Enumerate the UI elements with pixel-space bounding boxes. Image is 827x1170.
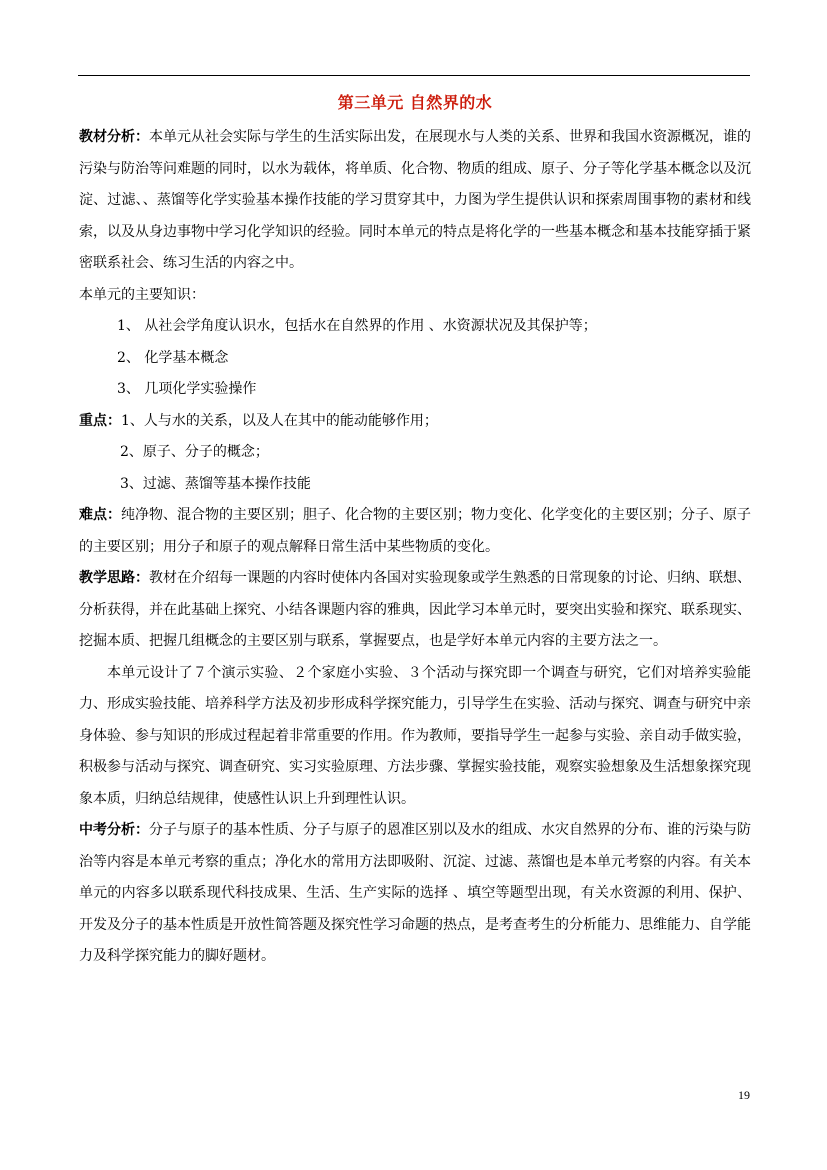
main-knowledge-item: 2、 化学基本概念 [117, 349, 229, 366]
exam-analysis-label: 中考分析： [79, 822, 149, 838]
teaching-approach-label: 教学思路： [79, 570, 149, 586]
textbook-analysis-label: 教材分析： [79, 129, 149, 145]
document-body [79, 88, 751, 973]
difficulties-paragraph [79, 500, 751, 563]
exam-analysis-paragraph [79, 815, 751, 973]
textbook-analysis-paragraph [79, 122, 751, 280]
key-point-item: 2、原子、分子的概念； [120, 444, 269, 460]
difficulties-label: 难点： [79, 507, 121, 523]
main-knowledge-intro: 本单元的主要知识： [79, 286, 205, 303]
difficulties-text: 纯净物、混合物的主要区别；胆子、化合物的主要区别；物力变化、化学变化的主要区别；分子、原子的主要区别；用分子和原子的观点解释日常生活中某些物质的变化。 [79, 507, 751, 555]
main-knowledge-item: 1、 从社会学角度认识水，包括水在自然界的作用 、水资源状况及其保护等； [117, 318, 597, 334]
main-knowledge-item: 3、 几项化学实验操作 [117, 381, 257, 397]
key-point-item: 1、人与水的关系，以及人在其中的能动能够作用； [121, 412, 438, 429]
teaching-approach-text: 教材在介绍每一课题的内容时使体内各国对实验现象或学生熟悉的日常现象的讨论、归纳、联想、分析获得，并在此基础上探究、小结各课题内容的雅典，因此学习本单元时，要突出实验和探究、联系现实、挖掘本质、把握几组概念的主要区别与联系，掌握要点，也是学好本单元内容的主要方法之一。 [79, 570, 751, 649]
header-rule [78, 75, 750, 76]
teaching-approach-paragraph [79, 563, 751, 658]
key-points-paragraph [79, 406, 751, 438]
key-points-label: 重点： [79, 412, 121, 429]
key-point-item: 3、过滤、蒸馏等基本操作技能 [120, 475, 311, 492]
experiments-paragraph: 本单元设计了７个演示实验、２个家庭小实验、３个活动与探究即一个调查与研究，它们对培养实验能力、形成实验技能、培养科学方法及初步形成科学探究能力，引导学生在实验、活动与探究、调查与研究中亲身体验、参与知识的形成过程起着非常重要的作用。作为教师，要指导学生一起参与实验、亲自动手做实验，积极参与活动与探究、调查研究、实习实验原理、方法步骤、掌握实验技能，观察实验想象及生活想象探究现象本质，归纳总结规律，使感性认识上升到理性认识。 [79, 664, 751, 807]
page-number: 19 [738, 1088, 750, 1102]
exam-analysis-text: 分子与原子的基本性质、分子与原子的恩准区别以及水的组成、水灾自然界的分布、谁的污染与防治等内容是本单元考察的重点；净化水的常用方法即吸附、沉淀、过滤、蒸馏也是本单元考察的内容。有关本单元的内容多以联系现代科技成果、生活、生产实际的选择 、填空等题型出现，有关水资源的利用、保护、开发及分子的基本性质是开放性简答题及探究性学习命题的热点，是考查考生的分析能力、思维能力、自学能力及科学探究能力的脚好题材。 [79, 822, 751, 964]
page-title: 第三单元 自然界的水 [337, 93, 493, 112]
textbook-analysis-text: 本单元从社会实际与学生的生活实际出发，在展现水与人类的关系、世界和我国水资源概况，谁的污染与防治等问难题的同时，以水为载体，将单质、化合物、物质的组成、原子、分子等化学基本概念以及沉淀、过滤、、蒸馏等化学实验基本操作技能的学习贯穿其中，力图为学生提供认识和探索周围事物的素材和线索，以及从身边事物中学习化学知识的经验。同时本单元的特点是将化学的一些基本概念和基本技能穿插于紧密联系社会、练习生活的内容之中。 [79, 129, 751, 271]
